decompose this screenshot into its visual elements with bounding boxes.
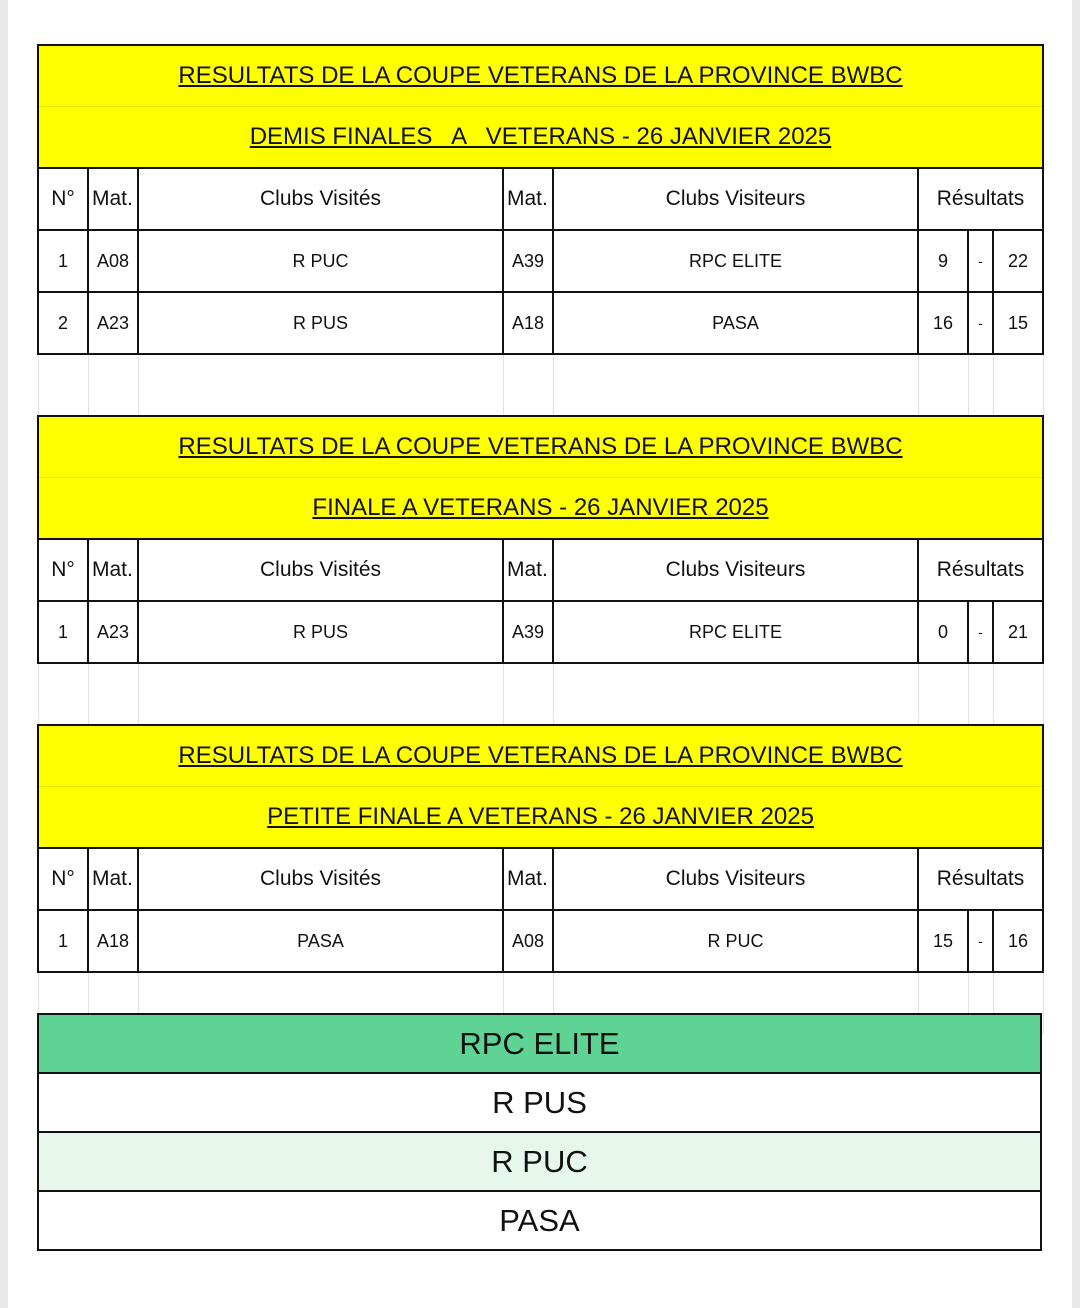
match-number: 1	[38, 230, 88, 292]
match-number: 1	[38, 910, 88, 972]
col-header-mat-away: Mat.	[503, 168, 553, 230]
section-subtitle: DEMIS FINALES A VETERANS - 26 JANVIER 2025	[38, 107, 1043, 169]
col-header-away-club: Clubs Visiteurs	[553, 848, 918, 910]
match-score-separator: -	[968, 230, 993, 292]
ranking-row-2	[38, 1073, 1041, 1132]
match-home-club: R PUC	[138, 230, 503, 292]
ranking-first: RPC ELITE	[38, 1014, 1041, 1073]
spacer-row	[38, 354, 1043, 416]
sheet-edge-right	[1072, 0, 1080, 1308]
match-number: 1	[38, 601, 88, 663]
match-away-code: A39	[503, 601, 553, 663]
match-row	[38, 910, 1043, 972]
match-home-score: 0	[918, 601, 968, 663]
match-away-score: 22	[993, 230, 1043, 292]
col-header-home-club: Clubs Visités	[138, 848, 503, 910]
section-title-row	[38, 416, 1043, 478]
match-away-code: A18	[503, 292, 553, 354]
match-score-separator: -	[968, 910, 993, 972]
ranking-second: R PUS	[38, 1073, 1041, 1132]
section-subtitle-row	[38, 107, 1043, 169]
match-away-code: A08	[503, 910, 553, 972]
match-away-club: RPC ELITE	[553, 230, 918, 292]
match-row	[38, 230, 1043, 292]
match-home-score: 15	[918, 910, 968, 972]
col-header-results: Résultats	[918, 848, 1043, 910]
match-home-club: PASA	[138, 910, 503, 972]
match-away-club: RPC ELITE	[553, 601, 918, 663]
match-home-code: A23	[88, 292, 138, 354]
col-header-results: Résultats	[918, 168, 1043, 230]
section-subtitle-row	[38, 787, 1043, 849]
match-home-code: A08	[88, 230, 138, 292]
section-title: RESULTATS DE LA COUPE VETERANS DE LA PROVINCE BWBC	[38, 725, 1043, 787]
match-home-club: R PUS	[138, 292, 503, 354]
results-grid	[37, 44, 1044, 1034]
match-away-score: 15	[993, 292, 1043, 354]
col-header-mat-home: Mat.	[88, 848, 138, 910]
col-header-mat-home: Mat.	[88, 168, 138, 230]
column-header-row	[38, 168, 1043, 230]
col-header-no: N°	[38, 168, 88, 230]
match-home-score: 16	[918, 292, 968, 354]
match-away-code: A39	[503, 230, 553, 292]
col-header-no: N°	[38, 848, 88, 910]
col-header-away-club: Clubs Visiteurs	[553, 539, 918, 601]
col-header-mat-home: Mat.	[88, 539, 138, 601]
ranking-third: R PUC	[38, 1132, 1041, 1191]
match-away-score: 16	[993, 910, 1043, 972]
column-header-row	[38, 848, 1043, 910]
match-number: 2	[38, 292, 88, 354]
match-away-club: R PUC	[553, 910, 918, 972]
section-subtitle: PETITE FINALE A VETERANS - 26 JANVIER 2025	[38, 787, 1043, 849]
match-home-score: 9	[918, 230, 968, 292]
match-row	[38, 292, 1043, 354]
ranking-row-1	[38, 1014, 1041, 1073]
match-away-club: PASA	[553, 292, 918, 354]
match-score-separator: -	[968, 601, 993, 663]
section-subtitle: FINALE A VETERANS - 26 JANVIER 2025	[38, 478, 1043, 540]
section-title: RESULTATS DE LA COUPE VETERANS DE LA PROVINCE BWBC	[38, 416, 1043, 478]
match-home-code: A18	[88, 910, 138, 972]
col-header-home-club: Clubs Visités	[138, 168, 503, 230]
match-away-score: 21	[993, 601, 1043, 663]
section-title-row	[38, 725, 1043, 787]
col-header-results: Résultats	[918, 539, 1043, 601]
match-score-separator: -	[968, 292, 993, 354]
col-header-away-club: Clubs Visiteurs	[553, 168, 918, 230]
col-header-mat-away: Mat.	[503, 848, 553, 910]
final-ranking	[37, 1013, 1042, 1251]
sheet-edge-left	[0, 0, 8, 1308]
section-subtitle-row	[38, 478, 1043, 540]
match-home-club: R PUS	[138, 601, 503, 663]
section-title: RESULTATS DE LA COUPE VETERANS DE LA PROVINCE BWBC	[38, 45, 1043, 107]
ranking-row-4	[38, 1191, 1041, 1250]
ranking-row-3	[38, 1132, 1041, 1191]
section-title-row	[38, 45, 1043, 107]
ranking-fourth: PASA	[38, 1191, 1041, 1250]
col-header-home-club: Clubs Visités	[138, 539, 503, 601]
col-header-no: N°	[38, 539, 88, 601]
match-home-code: A23	[88, 601, 138, 663]
column-header-row	[38, 539, 1043, 601]
spacer-row	[38, 663, 1043, 725]
match-row	[38, 601, 1043, 663]
col-header-mat-away: Mat.	[503, 539, 553, 601]
